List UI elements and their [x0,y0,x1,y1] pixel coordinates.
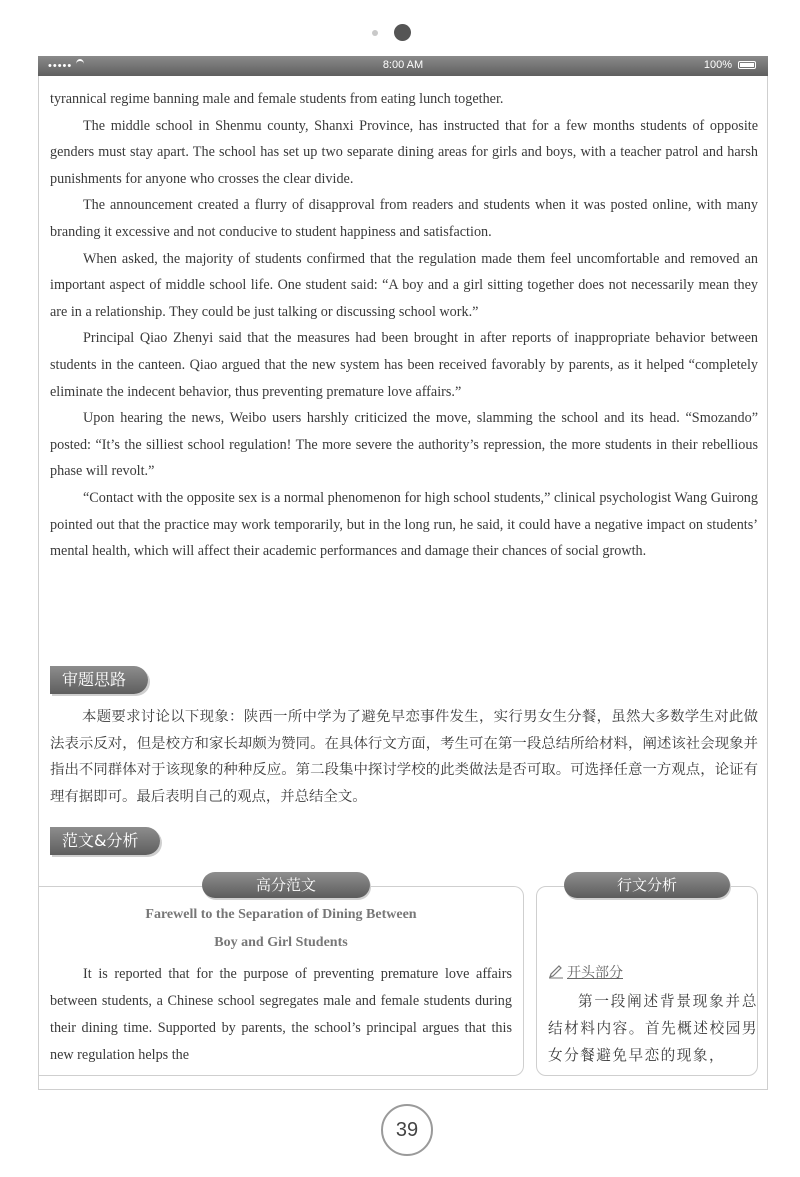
article-paragraph: Principal Qiao Zhenyi said that the measures had been brought in after reports of inappropriate behavior between students in the canteen. Qiao argued that the new system has been received favorably by parents, as it helped “completely eliminate the indecent behavior, thus preventing premature love affairs.” [50,330,758,400]
analysis-body: 第一段阐述背景现象并总结材料内容。首先概述校园男女分餐避免早恋的现象， [548,993,758,1064]
article-paragraph: “Contact with the opposite sex is a normal phenomenon for high school students,” clinical psychologist Wang Guirong pointed out that the practice may work temporarily, but in the long run, he said, it could have a negative impact on students’ mental health, which will affect their academic performances and damage their chances of social growth. [50,489,758,560]
article-paragraph: Upon hearing the news, Weibo users harshly criticized the move, slamming the school and its head. “Smozando” posted: “It’s the silliest school regulation! The more severe the authority’s repression, the more students in their rebellious phase will revolt.” [50,410,758,480]
pencil-icon [548,965,564,979]
battery-icon [738,61,756,69]
analysis-heading [548,962,623,982]
article-text [50,86,758,565]
article-paragraph: tyrannical regime banning male and female students from eating lunch together. [50,91,504,107]
analysis-heading-label: 开头部分 [567,965,623,981]
essay-body: It is reported that for the purpose of preventing premature love affairs between students, a Chinese school segregates male and female students during their dining time. Supported by parents, the school’s principal argues that this new regulation helps the [50,966,512,1063]
section-heading-analysis: 审题思路 [50,666,148,694]
section-heading-model-essay: 范文&分析 [50,827,160,855]
page-number: 39 [381,1104,433,1156]
camera-lens [394,24,411,41]
clock: 8:00 AM [382,59,424,71]
camera-sensor-small [372,30,378,36]
article-paragraph: When asked, the majority of students confirmed that the regulation made them feel uncomfortable and removed an important aspect of middle school life. One student said: “A boy and a girl sitting together does not necessarily mean they are in a relationship. They could be just talking or discussing school work.” [50,250,758,320]
writing-analysis-pill: 行文分析 [564,872,730,898]
analysis-paragraph: 本题要求讨论以下现象：陕西一所中学为了避免早恋事件发生，实行男女生分餐，虽然大多数学生对此做法表示反对，但是校方和家长却颇为赞同。在具体行文方面，考生可在第一段总结所给材料，阐述该社会现象并指出不同群体对于该现象的种种反应。第二段集中探讨学校的此类做法是否可取。可选择任意一方观点，论证有理有据即可。最后表明自己的观点，并总结全文。 [50,709,758,805]
battery-indicator [704,59,756,71]
signal-indicator: ••••• [48,59,84,72]
status-bar [38,56,768,76]
model-essay-pill: 高分范文 [202,872,370,898]
battery-percent: 100% [703,59,732,71]
article-paragraph: The middle school in Shenmu county, Shanxi Province, has instructed that for a few months students of opposite genders must stay apart. The school has set up two separate dining areas for girls and boys, with a teacher patrol and harsh punishments for anyone who crosses the clear divide. [50,117,758,187]
essay-title-line1: Farewell to the Separation of Dining Between [145,907,417,922]
essay-title-line2: Boy and Girl Students [214,935,348,950]
article-paragraph: The announcement created a flurry of disapproval from readers and students when it was posted online, with many branding it excessive and not conducive to student happiness and satisfaction. [50,197,758,240]
